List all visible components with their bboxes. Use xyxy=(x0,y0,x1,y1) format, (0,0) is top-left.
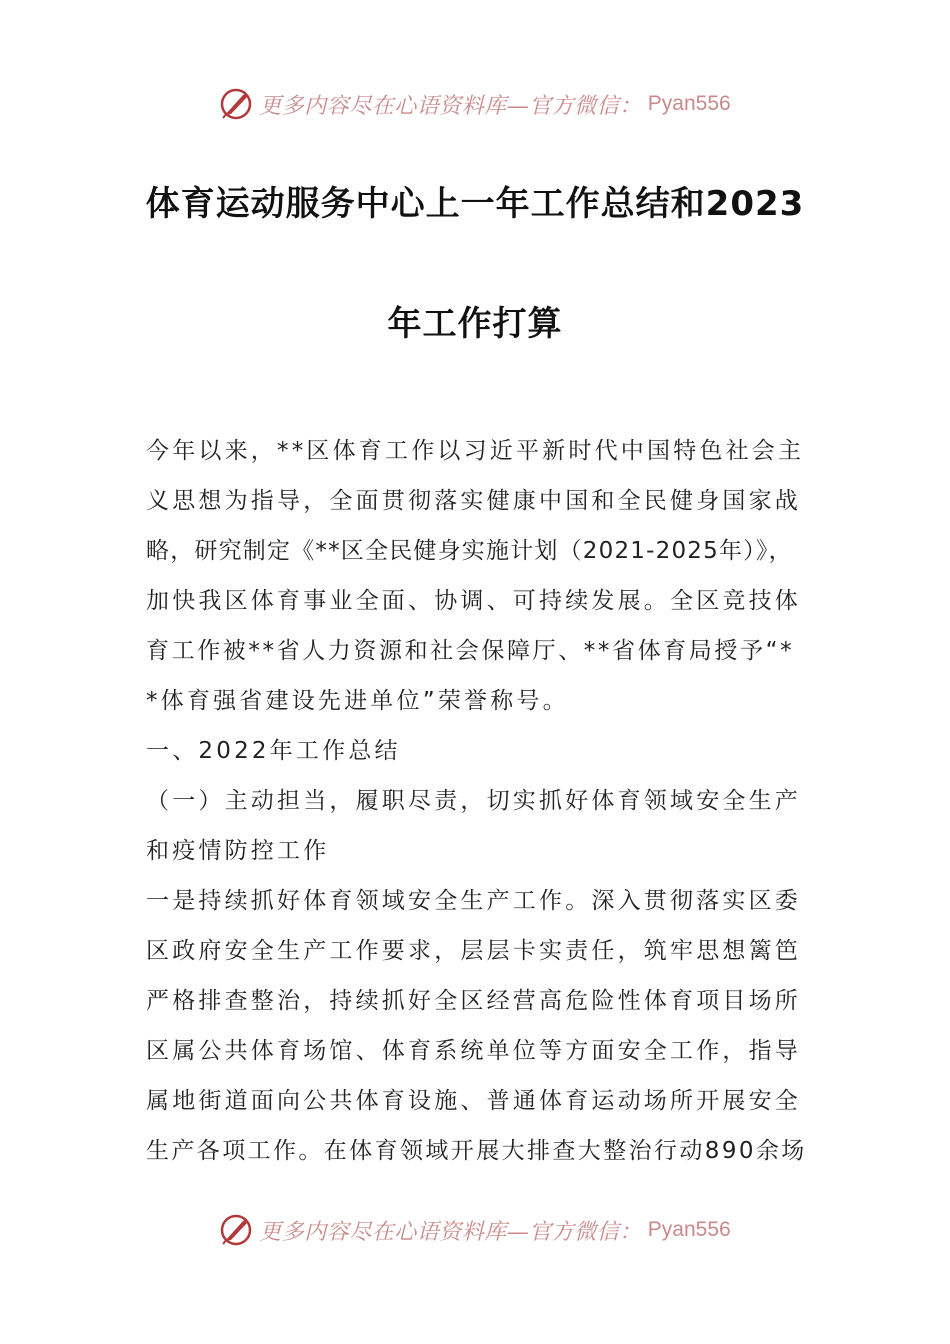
subsection-heading: （一）主动担当，履职尽责，切实抓好体育领域安全生产 xyxy=(146,788,801,814)
document-title-line-2: 年工作打算 xyxy=(387,304,563,344)
watermark-banner-top xyxy=(0,84,950,124)
watermark-text: 更多内容尽在心语资料库—官方微信： xyxy=(259,93,642,119)
body-line: 属地街道面向公共体育设施、普通体育运动场所开展安全 xyxy=(146,1088,801,1114)
watermark-wechat-id: Pyan556 xyxy=(647,1218,731,1241)
quill-logo-icon xyxy=(219,87,253,121)
body-line: *体育强省建设先进单位”荣誉称号。 xyxy=(146,688,569,714)
quill-logo-icon xyxy=(219,1213,253,1247)
body-line: 义思想为指导，全面贯彻落实健康中国和全民健身国家战 xyxy=(146,488,801,514)
body-line: 今年以来，**区体育工作以习近平新时代中国特色社会主 xyxy=(146,438,805,464)
watermark-banner-bottom xyxy=(0,1210,950,1250)
body-line: 生产各项工作。在体育领域开展大排查大整治行动890余场 xyxy=(146,1138,807,1164)
section-heading: 一、2022年工作总结 xyxy=(146,738,401,764)
body-line: 略，研究制定《**区全民健身实施计划（2021-2025年）》， xyxy=(146,538,793,564)
body-line: 一是持续抓好体育领域安全生产工作。深入贯彻落实区委 xyxy=(146,888,801,914)
document-title-line-1: 体育运动服务中心上一年工作总结和2023 xyxy=(145,184,805,224)
body-line: 育工作被**省人力资源和社会保障厅、**省体育局授予“* xyxy=(146,638,795,664)
subsection-heading: 和疫情防控工作 xyxy=(146,838,330,864)
watermark-text: 更多内容尽在心语资料库—官方微信： xyxy=(259,1219,642,1245)
body-line: 区政府安全生产工作要求，层层卡实责任，筑牢思想篱笆 xyxy=(146,938,801,964)
watermark-wechat-id: Pyan556 xyxy=(647,92,731,115)
document-body xyxy=(146,426,811,1176)
body-line: 加快我区体育事业全面、协调、可持续发展。全区竞技体 xyxy=(146,588,801,614)
body-line: 严格排查整治，持续抓好全区经营高危险性体育项目场所 xyxy=(146,988,801,1014)
body-line: 区属公共体育场馆、体育系统单位等方面安全工作，指导 xyxy=(146,1038,801,1064)
